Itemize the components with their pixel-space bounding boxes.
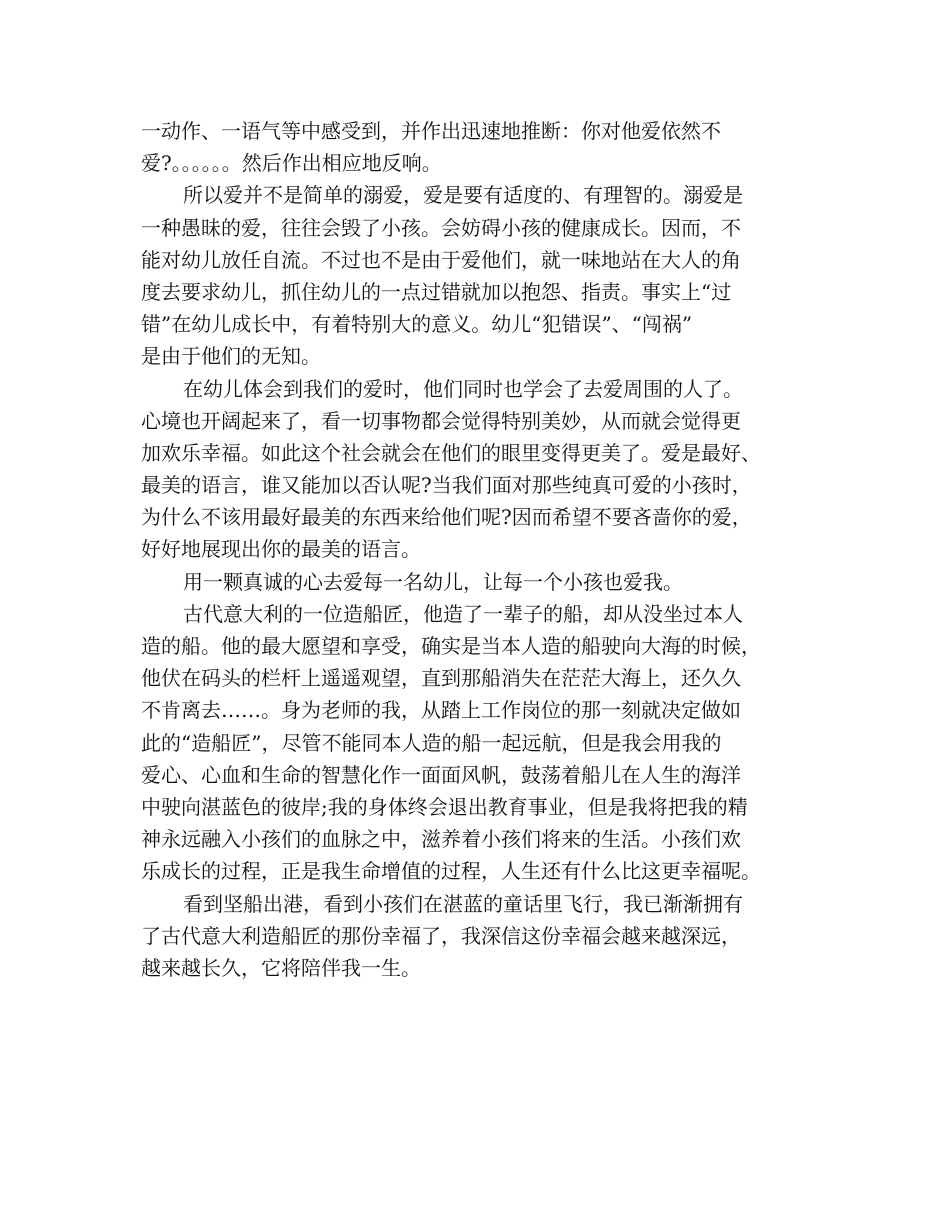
text-line: 错”在幼儿成长中，有着特别大的意义。幼儿“犯错误”、“闯祸”: [141, 312, 693, 337]
paragraph-start-line: 所以爱并不是简单的溺爱，爱是要有适度的、有理智的。溺爱是: [183, 183, 743, 208]
text-line: 是由于他们的无知。: [141, 344, 321, 369]
text-line: 加欢乐幸福。如此这个社会就会在他们的眼里变得更美了。爱是最好、: [141, 440, 761, 465]
text-line: 此的“造船匠”，尽管不能同本人造的船一起远航，但是我会用我的: [141, 730, 722, 755]
text-line: 他伏在码头的栏杆上遥遥观望，直到那船消失在茫茫大海上，还久久: [141, 666, 741, 691]
document-body: [141, 115, 811, 984]
paragraph-start-line: 看到坚船出港，看到小孩们在湛蓝的童话里飞行，我已渐渐拥有: [183, 891, 743, 916]
text-line: 了古代意大利造船匠的那份幸福了，我深信这份幸福会越来越深远，: [141, 923, 741, 948]
text-line: 乐成长的过程，正是我生命增值的过程，人生还有什么比这更幸福呢。: [141, 859, 761, 884]
text-line: 造的船。他的最大愿望和享受，确实是当本人造的船驶向大海的时候，: [141, 634, 761, 658]
text-line: 爱?。。。。。。然后作出相应地反响。: [141, 151, 442, 176]
text-line: 爱心、心血和生命的智慧化作一面面风帆，鼓荡着船儿在人生的海洋: [141, 762, 741, 787]
text-line: 好好地展现出你的最美的语言。: [141, 537, 421, 562]
text-line: 为什么不该用最好最美的东西来给他们呢?因而希望不要吝啬你的爱，: [141, 505, 752, 530]
text-line: 神永远融入小孩们的血脉之中，滋养着小孩们将来的生活。小孩们欢: [141, 827, 741, 852]
paragraph-start-line: 古代意大利的一位造船匠，他造了一辈子的船，却从没坐过本人: [183, 601, 743, 626]
text-line: 中驶向湛蓝色的彼岸;我的身体终会退出教育事业，但是我将把我的精: [141, 794, 748, 819]
text-line: 最美的语言，谁又能加以否认呢?当我们面对那些纯真可爱的小孩时，: [141, 473, 752, 498]
text-line: 心境也开阔起来了，看一切事物都会觉得特别美妙，从而就会觉得更: [141, 408, 741, 433]
text-line: 越来越长久，它将陪伴我一生。: [141, 955, 421, 980]
text-line: 能对幼儿放任自流。不过也不是由于爱他们，就一味地站在大人的角: [141, 247, 741, 272]
text-line: 不肯离去……。身为老师的我，从踏上工作岗位的那一刻就决定做如: [141, 698, 741, 723]
text-line: 一动作、一语气等中感受到，并作出迅速地推断：你对他爱依然不: [141, 119, 721, 143]
paragraph-start-line: 在幼儿体会到我们的爱时，他们同时也学会了去爱周围的人了。: [183, 376, 743, 401]
text-line: 一种愚昧的爱，往往会毁了小孩。会妨碍小孩的健康成长。因而，不: [141, 215, 741, 240]
text-line: 度去要求幼儿，抓住幼儿的一点过错就加以抱怨、指责。事实上“过: [141, 279, 732, 304]
paragraph-start-line: 用一颗真诚的心去爱每一名幼儿，让每一个小孩也爱我。: [183, 569, 683, 594]
